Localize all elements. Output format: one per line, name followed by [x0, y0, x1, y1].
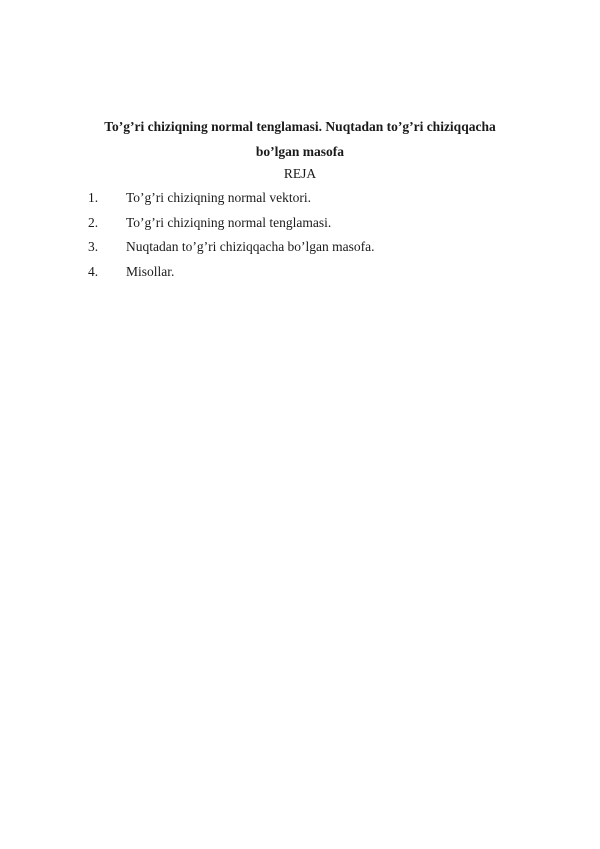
document-title-line-1: To’g’ri chiziqning normal tenglamasi. Nuqtadan to’g’ri chiziqqacha — [104, 119, 496, 134]
plan-item-number: 4. — [88, 263, 99, 279]
plan-item-text: Nuqtadan to’g’ri chiziqqacha bo’lgan masofa. — [126, 239, 375, 254]
plan-item — [88, 189, 508, 214]
plan-item-text: Misollar. — [126, 263, 175, 279]
plan-item-text: To’g’ri chiziqning normal vektori. — [126, 190, 312, 205]
plan-item-number: 2. — [88, 214, 99, 230]
plan-item-text: To’g’ri chiziqning normal tenglamasi. — [126, 214, 332, 230]
plan-item — [88, 263, 508, 288]
document-title-line-2: bo’lgan masofa — [255, 144, 345, 159]
plan-list — [88, 189, 508, 287]
plan-item-number: 1. — [88, 190, 99, 205]
plan-item-number: 3. — [88, 239, 99, 254]
plan-item — [88, 238, 508, 263]
plan-item — [88, 214, 508, 239]
plan-heading: REJA — [283, 166, 317, 181]
